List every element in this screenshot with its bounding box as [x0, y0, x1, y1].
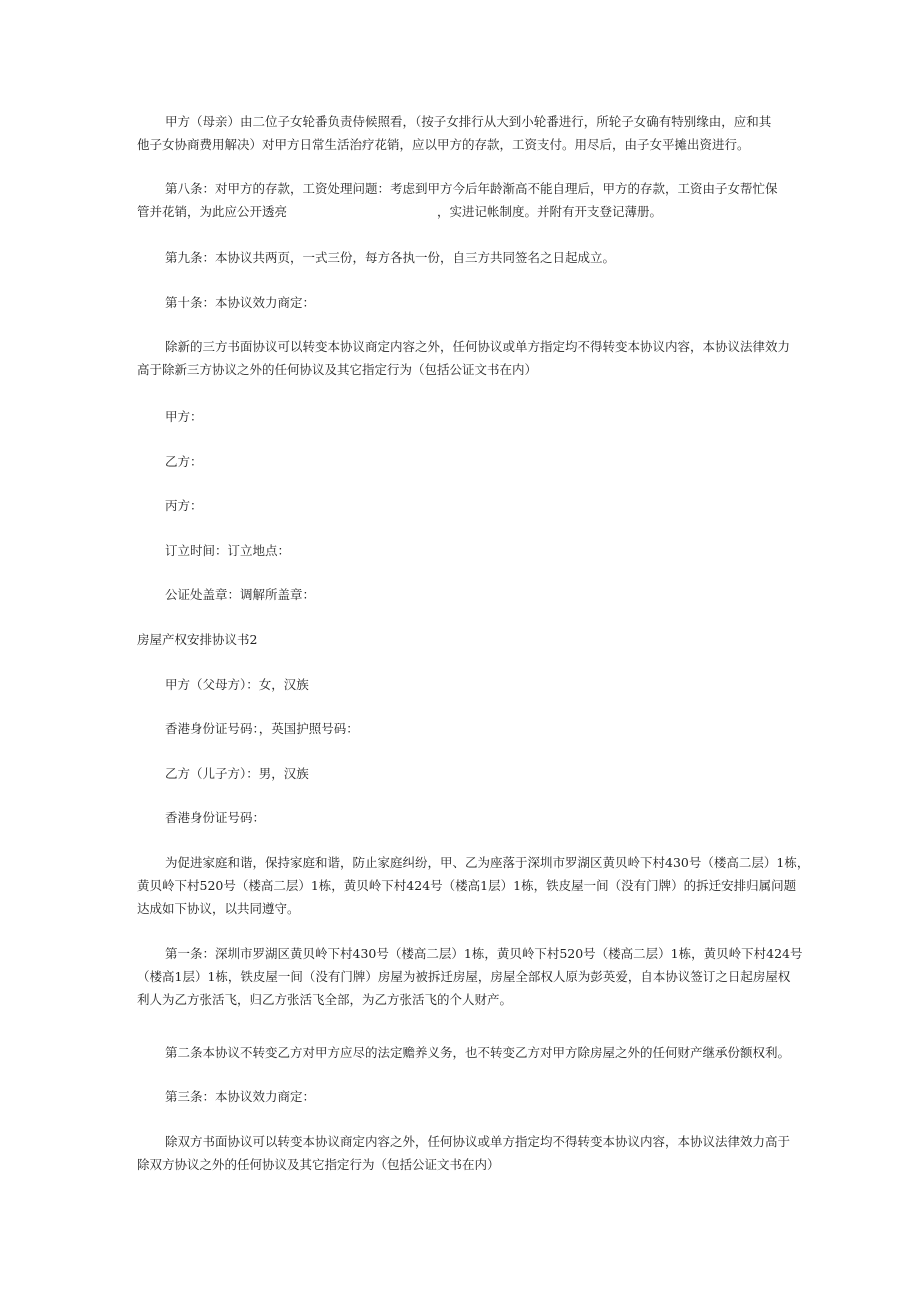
text-fragment: 管并花销，为此应公开透亮 [137, 204, 288, 219]
text-line: 第八条：对甲方的存款，工资处理问题：考虑到甲方今后年龄渐高不能自理后，甲方的存款，工资由子女帮忙保 [165, 181, 778, 196]
text-line: 他子女协商费用解决）对甲方日常生活治疗花销，应以甲方的存款，工资支付。用尽后，由子女平摊出资进行。 [137, 137, 750, 152]
text-line: 除双方协议之外的任何协议及其它指定行为（包括公证文书在内） [137, 1157, 500, 1172]
paragraph-care-arrangement [137, 110, 787, 156]
signing-time-place: 订立时间：订立地点： [165, 543, 291, 558]
text-line: 甲方（母亲）由二位子女轮番负责侍候照看，（按子女排行从大到小轮番进行，所轮子女确有特别缘由，应和其 [165, 114, 772, 129]
text-line: 黄贝岭下村520号（楼高二层）1栋，黄贝岭下村424号（楼高1层）1栋，铁皮屋一间（没有门牌）的拆迁安排归属问题 [137, 878, 797, 893]
paragraph-effect-clause-2 [137, 1130, 791, 1176]
text-line: 除双方书面协议可以转变本协议商定内容之外，任何协议或单方指定均不得转变本协议内容，本协议法律效力高于 [165, 1134, 791, 1149]
text-line [137, 200, 787, 223]
paragraph-article-8 [137, 177, 787, 223]
seal-line: 公证处盖章：调解所盖章： [165, 587, 316, 602]
signature-party-b: 乙方： [165, 454, 203, 469]
paragraph-article-10: 第十条：本协议效力商定： [165, 295, 316, 310]
text-line: 达成如下协议，以共同遵守。 [137, 901, 300, 916]
text-line: 除新的三方书面协议可以转变本协议商定内容之外，任何协议或单方指定均不得转变本协议内容，本协议法律效力 [165, 339, 791, 354]
party-a-info: 甲方（父母方）：女，汉族 [165, 677, 309, 692]
signature-party-a: 甲方： [165, 409, 203, 424]
signature-party-c: 丙方： [165, 498, 203, 513]
document-title-2: 房屋产权安排协议书2 [137, 632, 258, 647]
text-line: 第一条：深圳市罗湖区黄贝岭下村430号（楼高二层）1栋，黄贝岭下村520号（楼高二层）1栋，黄贝岭下村424号 [165, 946, 803, 961]
text-fragment: ，实进记帐制度。并附有开支登记薄册。 [437, 204, 663, 219]
paragraph-article-2: 第二条本协议不转变乙方对甲方应尽的法定赡养义务，也不转变乙方对甲方除房屋之外的任何财产继承份额权利。 [165, 1045, 791, 1060]
paragraph-preamble [137, 851, 810, 920]
paragraph-article-1 [137, 942, 803, 1011]
paragraph-article-9: 第九条：本协议共两页，一式三份，每方各执一份，自三方共同签名之日起成立。 [165, 250, 616, 265]
party-b-info: 乙方（儿子方）：男，汉族 [165, 766, 309, 781]
text-line: （楼高1层）1栋，铁皮屋一间（没有门牌）房屋为被拆迁房屋，房屋全部权人原为彭英爱，自本协议签订之日起房屋权 [137, 969, 791, 984]
paragraph-effect-clause [137, 335, 791, 381]
paragraph-article-3: 第三条：本协议效力商定： [165, 1089, 316, 1104]
text-line: 利人为乙方张活飞，归乙方张活飞全部，为乙方张活飞的个人财产。 [137, 992, 513, 1007]
party-a-id: 香港身份证号码：，英国护照号码： [165, 721, 359, 736]
party-b-id: 香港身份证号码： [165, 810, 266, 825]
text-line: 高于除新三方协议之外的任何协议及其它指定行为（包括公证文书在内） [137, 362, 538, 377]
text-line: 为促进家庭和谐，保持家庭和谐，防止家庭纠纷，甲、乙为座落于深圳市罗湖区黄贝岭下村430号（楼高二层）1栋， [165, 855, 810, 870]
